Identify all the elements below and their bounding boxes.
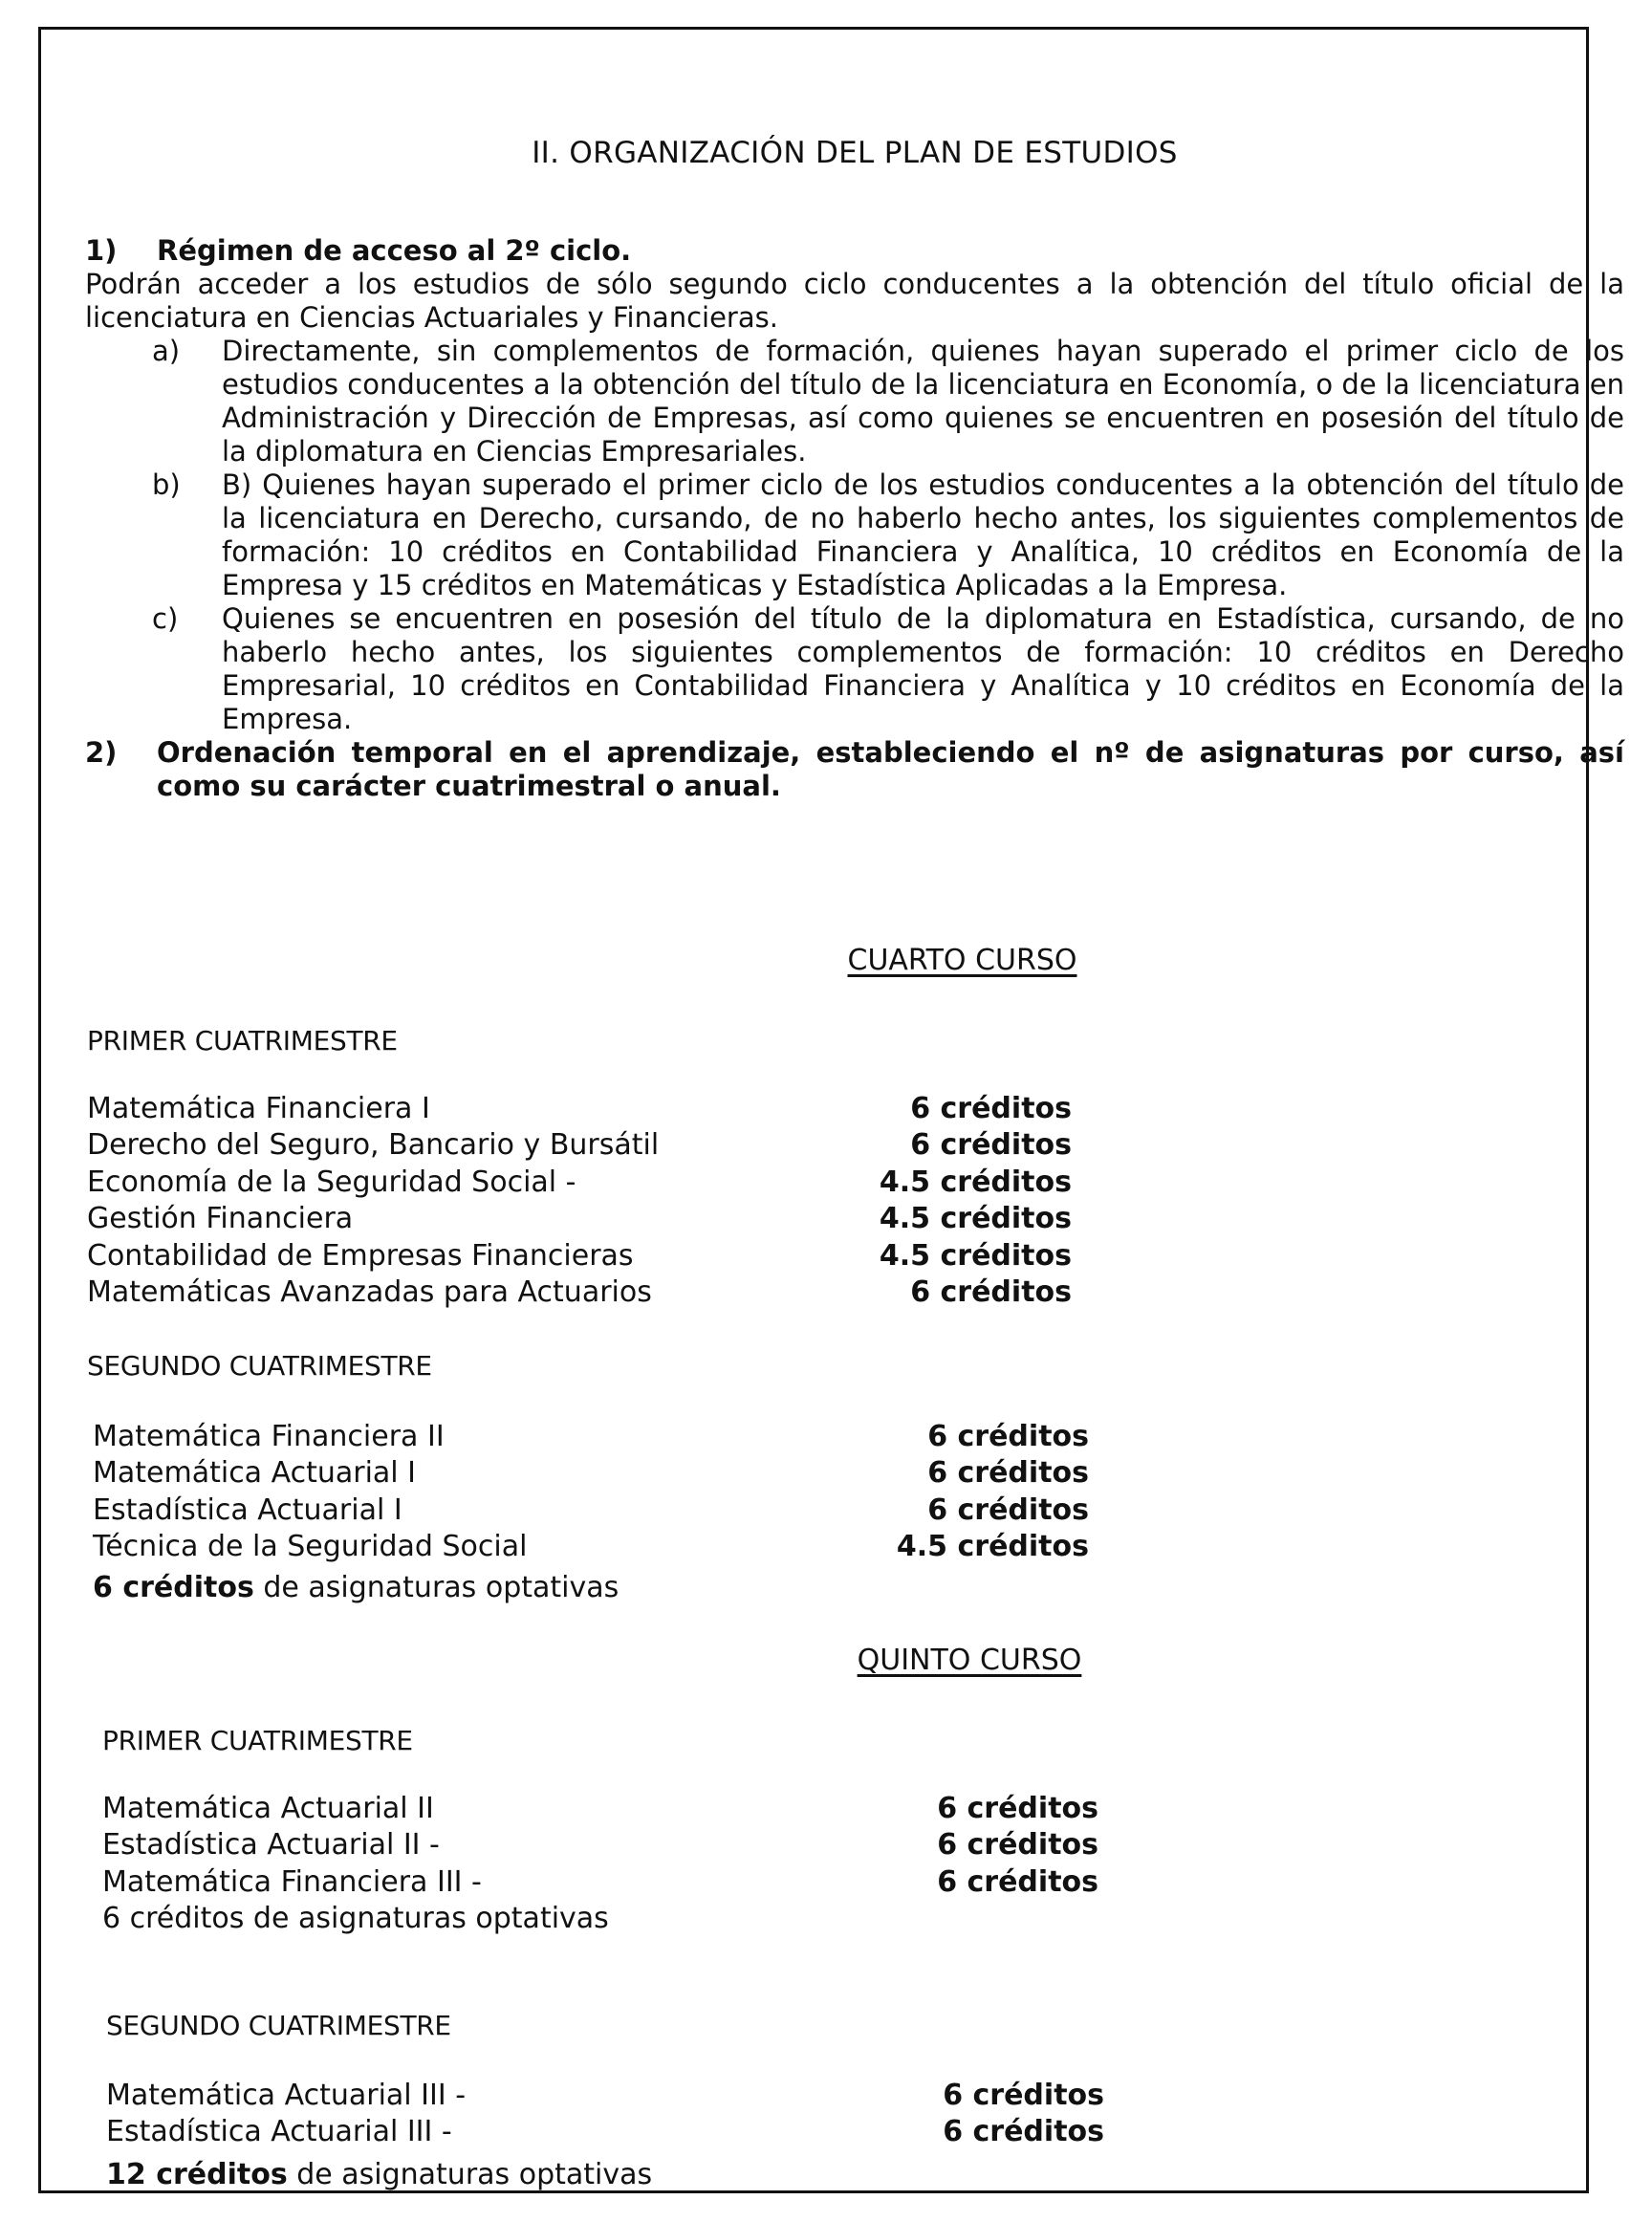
- course-credits: 4.5 créditos: [896, 1530, 1089, 1564]
- course-name: Estadística Actuarial I: [93, 1492, 402, 1527]
- item-label: b): [152, 468, 181, 501]
- section-access: [85, 234, 1624, 803]
- course-row: [102, 1864, 1098, 1901]
- section-number: 1): [85, 234, 118, 267]
- course-row: [87, 1201, 1072, 1237]
- course-credits: 6 créditos: [927, 1492, 1089, 1527]
- course-credits: 6 créditos: [937, 1864, 1098, 1899]
- course-credits: 6 créditos: [943, 2079, 1104, 2112]
- page-title: II. ORGANIZACIÓN DEL PLAN DE ESTUDIOS: [532, 136, 1178, 170]
- course-row: [93, 1529, 1089, 1565]
- course-year-title: CUARTO CURSO: [847, 944, 1077, 977]
- course-name: Matemática Actuarial I: [93, 1456, 417, 1491]
- access-item-c: [152, 602, 1624, 736]
- document-frame: [38, 27, 1624, 2193]
- section-1-intro: Podrán acceder a los estudios de sólo segundo ciclo conducentes a la obtención del título oficial de la licenciatura en Ciencias Actuariales y Financieras.: [85, 268, 1624, 334]
- course-name: Estadística Actuarial III -: [106, 2115, 452, 2149]
- course-name: Gestión Financiera: [87, 1202, 354, 1236]
- course-credits: 6 créditos: [910, 1275, 1072, 1309]
- course-name: Matemática Financiera III -: [102, 1864, 482, 1899]
- course-credits: 6 créditos: [910, 1128, 1072, 1163]
- item-label: a): [152, 335, 181, 367]
- course-credits: 4.5 créditos: [879, 1202, 1072, 1236]
- semester-label: PRIMER CUATRIMESTRE: [87, 1025, 398, 1057]
- course-row: [93, 1419, 1089, 1455]
- item-label: c): [152, 602, 179, 635]
- course-row: [87, 1238, 1072, 1274]
- course-name: Matemática Financiera II: [93, 1420, 445, 1453]
- course-credits: 6 créditos: [910, 1092, 1072, 1125]
- item-text: B) Quienes hayan superado el primer ciclo de los estudios conducentes a la obtención del título de la licenciatura en Derecho, cursando, de no haberlo hecho antes, los siguientes complementos de formación: 10 créditos en Contabilidad Financiera y Analítica, 10 créditos en Economía de la Empresa y 15 créditos en Matemáticas y Estadística Aplicadas a la Empresa.: [222, 468, 1624, 601]
- course-credits: 6 créditos: [937, 1792, 1098, 1825]
- course-row: [102, 1827, 1098, 1863]
- course-credits: 4.5 créditos: [879, 1238, 1072, 1273]
- optativa-line: 6 créditos de asignaturas optativas: [102, 1902, 609, 1935]
- optativa-text: de asignaturas optativas: [253, 1571, 620, 1604]
- course-credits: 4.5 créditos: [879, 1165, 1072, 1199]
- course-year-heading-cuarto: [85, 944, 1624, 977]
- semester-label: SEGUNDO CUATRIMESTRE: [106, 2010, 451, 2041]
- course-year-title: QUINTO CURSO: [857, 1644, 1082, 1677]
- optativa-text: de asignaturas optativas: [287, 2158, 653, 2191]
- course-year-heading-quinto: [85, 1644, 1624, 1677]
- section-1-heading: [85, 234, 1624, 268]
- course-name: Matemáticas Avanzadas para Actuarios: [87, 1275, 652, 1309]
- optativa-credits: 12 créditos: [106, 2158, 288, 2191]
- course-name: Contabilidad de Empresas Financieras: [87, 1238, 634, 1273]
- semester-label: SEGUNDO CUATRIMESTRE: [87, 1350, 432, 1382]
- course-row: [106, 2078, 1104, 2114]
- course-row: [106, 2114, 1104, 2150]
- section-heading-text: Régimen de acceso al 2º ciclo.: [157, 234, 632, 267]
- item-text: Directamente, sin complementos de formación, quienes hayan superado el primer ciclo de los estudios conducentes a la obtención del título de la licenciatura en Economía, o de la licenciatura en Administración y Dirección de Empresas, así como quienes se encuentren en posesión del título de la diplomatura en Ciencias Empresariales.: [222, 335, 1624, 468]
- access-item-a: [152, 335, 1624, 468]
- course-row: [87, 1165, 1072, 1201]
- course-row: [87, 1091, 1072, 1127]
- course-credits: 6 créditos: [943, 2115, 1104, 2149]
- course-row: [87, 1274, 1072, 1311]
- access-item-b: [152, 468, 1624, 602]
- section-heading-text: Ordenación temporal en el aprendizaje, estableciendo el nº de asignaturas por curso, así como su carácter cuatrimestral o anual.: [157, 736, 1624, 802]
- course-credits: 6 créditos: [927, 1420, 1089, 1453]
- optativa-line: [93, 1571, 619, 1604]
- optativa-credits: 6 créditos: [93, 1571, 254, 1604]
- course-row: [93, 1492, 1089, 1529]
- item-text: Quienes se encuentren en posesión del título de la diplomatura en Estadística, cursando, de no haberlo hecho antes, los siguientes complementos de formación: 10 créditos en Derecho Empresarial, 10 créditos en Contabilidad Financiera y Analítica y 10 créditos en Economía de la Empresa.: [222, 602, 1624, 735]
- course-name: Economía de la Seguridad Social -: [87, 1165, 576, 1199]
- course-row: [93, 1455, 1089, 1492]
- course-credits: 6 créditos: [937, 1828, 1098, 1863]
- course-name: Estadística Actuarial II -: [102, 1828, 440, 1863]
- course-name: Matemática Actuarial II: [102, 1792, 434, 1825]
- section-2-heading: [85, 736, 1624, 803]
- section-number: 2): [85, 736, 118, 769]
- course-name: Matemática Actuarial III -: [106, 2079, 467, 2112]
- optativa-line: [106, 2158, 652, 2191]
- semester-label: PRIMER CUATRIMESTRE: [102, 1725, 413, 1756]
- course-name: Técnica de la Seguridad Social: [93, 1530, 528, 1564]
- course-credits: 6 créditos: [927, 1456, 1089, 1491]
- course-name: Matemática Financiera I: [87, 1092, 430, 1125]
- course-row: [102, 1791, 1098, 1827]
- course-name: Derecho del Seguro, Bancario y Bursátil: [87, 1128, 660, 1163]
- course-row: [87, 1127, 1072, 1164]
